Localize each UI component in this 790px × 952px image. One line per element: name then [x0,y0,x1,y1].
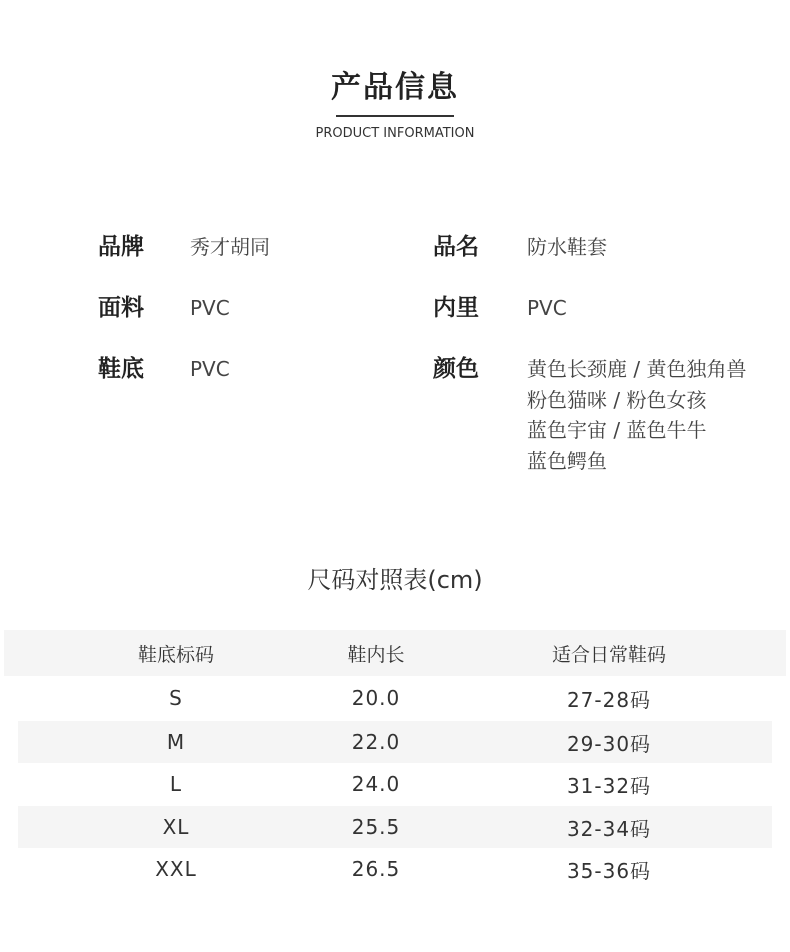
size-table-header [4,630,786,676]
sole-label: 鞋底 [98,356,144,382]
fabric-label: 面料 [98,295,144,321]
size-code-cell: L [169,772,183,796]
header-cell-sole-size: 鞋底标码 [137,643,214,666]
color-values [527,354,746,476]
size-chart-title: 尺码对照表(cm) [307,566,483,594]
table-row [18,806,772,848]
size-code-cell: XXL [155,857,197,881]
section-header [0,68,790,141]
page-subtitle: PRODUCT INFORMATION [315,126,475,141]
size-code-cell: S [169,686,183,710]
inner-length-cell: 22.0 [351,730,401,754]
product-name-label: 品名 [433,234,479,260]
size-code-cell: M [166,730,186,754]
inner-length-cell: 25.5 [351,815,401,839]
brand-label: 品牌 [98,234,144,260]
header-cell-inner-length: 鞋内长 [347,643,405,666]
size-code-cell: XL [162,815,190,839]
table-row [18,721,772,763]
title-underline [336,115,454,117]
shoe-size-cell: 31-32码 [566,773,652,798]
inner-length-cell: 20.0 [351,686,401,710]
table-row [18,677,772,719]
inner-length-cell: 26.5 [351,857,401,881]
sole-value: PVC [190,357,230,381]
shoe-size-cell: 32-34码 [566,816,652,841]
brand-value: 秀才胡同 [190,235,270,259]
color-line: 粉色猫咪 / 粉色女孩 [527,387,707,412]
lining-label: 内里 [433,295,479,321]
table-row [18,763,772,805]
lining-value: PVC [527,296,567,320]
inner-length-cell: 24.0 [351,772,401,796]
header-cell-shoe-size: 适合日常鞋码 [551,643,666,666]
product-name-value: 防水鞋套 [527,235,607,259]
color-line: 蓝色宇宙 / 蓝色牛牛 [527,418,707,442]
table-row [18,848,772,890]
shoe-size-cell: 29-30码 [566,731,652,756]
color-line: 蓝色鳄鱼 [527,448,607,473]
color-line: 黄色长颈鹿 / 黄色独角兽 [527,357,747,381]
shoe-size-cell: 35-36码 [566,858,652,883]
fabric-value: PVC [190,296,230,320]
color-label: 颜色 [433,356,479,382]
shoe-size-cell: 27-28码 [566,687,652,712]
page-title: 产品信息 [331,70,459,105]
